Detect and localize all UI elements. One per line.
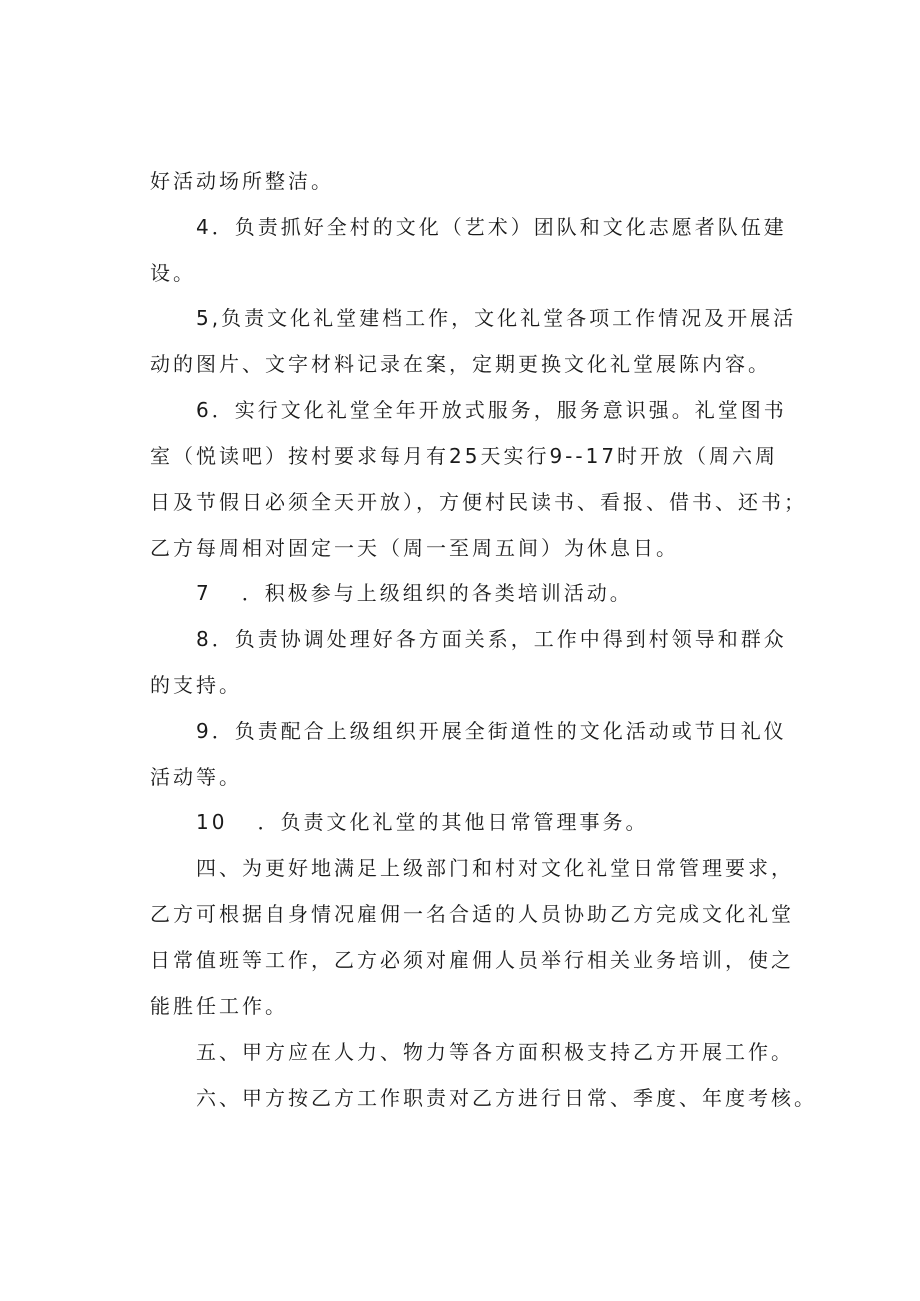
- text-line: 乙方每周相对固定一天（周一至周五间）为休息日。: [150, 536, 679, 560]
- text-line: 室（悦读吧）按村要求每月有25天实行9--17时开放（周六周: [150, 444, 779, 468]
- text-line: 5,负责文化礼堂建档工作，文化礼堂各项工作情况及开展活: [196, 306, 797, 330]
- text-line: 活动等。: [150, 765, 242, 789]
- item-text: ．负责文化礼堂的其他日常管理事务。: [257, 810, 649, 834]
- text-line: 6．实行文化礼堂全年开放式服务，服务意识强。礼堂图书: [196, 398, 787, 422]
- text-line: 9．负责配合上级组织开展全街道性的文化活动或节日礼仪: [196, 719, 787, 743]
- text-line: 设。: [150, 261, 196, 285]
- text-line: 的支持。: [150, 673, 242, 697]
- text-line: 动的图片、文字材料记录在案，定期更换文化礼堂展陈内容。: [150, 352, 771, 376]
- item-text: ．积极参与上级组织的各类培训活动。: [241, 581, 633, 605]
- text-line: 好活动场所整洁。: [150, 169, 334, 193]
- item-number: 10: [196, 810, 228, 834]
- text-line: 日及节假日必须全天开放），方便村民读书、看报、借书、还书；: [150, 490, 807, 514]
- text-line: 日常值班等工作，乙方必须对雇佣人员举行相关业务培训，使之: [150, 948, 794, 972]
- text-line: 8．负责协调处理好各方面关系，工作中得到村领导和群众: [196, 627, 787, 651]
- text-line: 4．负责抓好全村的文化（艺术）团队和文化志愿者队伍建: [196, 215, 787, 239]
- text-line: 六、甲方按乙方工作职责对乙方进行日常、季度、年度考核。: [196, 1086, 817, 1110]
- text-line: 五、甲方应在人力、物力等各方面积极支持乙方开展工作。: [196, 1040, 794, 1064]
- item-number: 7: [196, 581, 212, 605]
- text-line: 能胜任工作。: [150, 994, 288, 1018]
- text-line: 四、为更好地满足上级部门和村对文化礼堂日常管理要求，: [196, 856, 794, 880]
- text-line: [196, 807, 648, 837]
- text-line: 乙方可根据自身情况雇佣一名合适的人员协助乙方完成文化礼堂: [150, 902, 794, 926]
- text-line: [196, 578, 633, 608]
